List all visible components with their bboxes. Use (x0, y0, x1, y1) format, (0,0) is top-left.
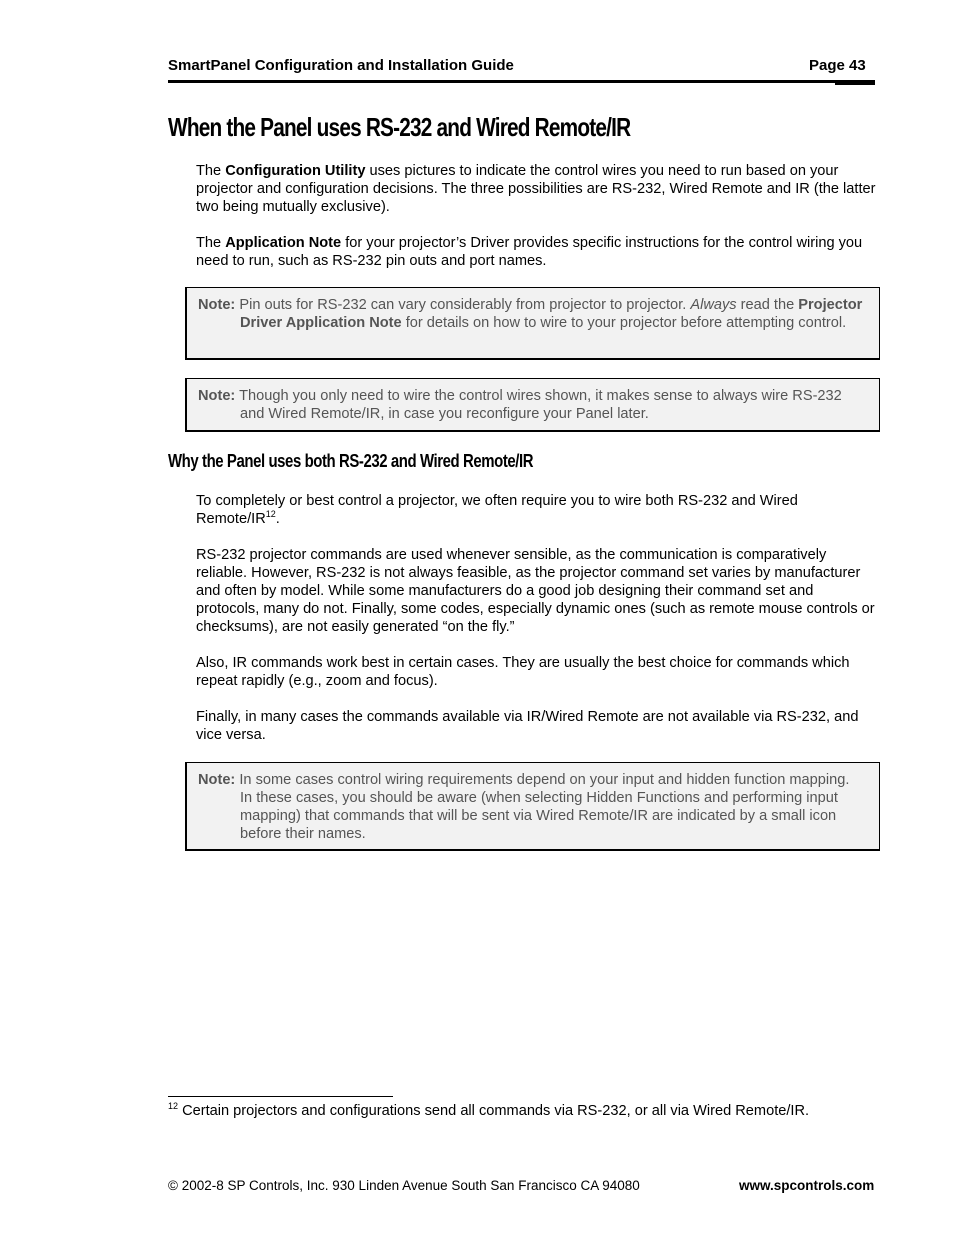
text-run: for details on how to wire to your projector before attempting control. (401, 315, 847, 331)
text-run: . (275, 511, 280, 527)
subsection-heading: Why the Panel uses both RS-232 and Wired Remote/IR (168, 451, 534, 471)
text-run: To completely or best control a projector, we often require you to wire both RS-232 and Wired Remote/IR (196, 493, 798, 527)
paragraph-both-wiring (196, 492, 876, 528)
note-label: Note: (198, 388, 236, 404)
paragraph-ir-commands: Also, IR commands work best in certain cases. They are usually the best choice for commands which repeat rapidly (e.g., zoom and focus). (196, 655, 850, 689)
footer-copyright: © 2002-8 SP Controls, Inc. 930 Linden Avenue South San Francisco CA 94080 (168, 1178, 640, 1193)
bold-term: Configuration Utility (225, 163, 366, 179)
note-text (198, 771, 863, 843)
note-label: Note: (198, 772, 236, 788)
page-number: Page 43 (809, 57, 866, 74)
footnote-ref: 12 (265, 509, 276, 519)
note-label: Note: (198, 297, 236, 313)
note-text (198, 387, 863, 423)
paragraph-availability: Finally, in many cases the commands available via IR/Wired Remote are not available via RS-232, and vice versa. (196, 709, 859, 743)
bold-term: Application Note (225, 235, 342, 251)
text-run: Pin outs for RS-232 can vary considerably from projector to projector. (235, 297, 691, 313)
text-run: The (196, 163, 226, 179)
text-run: The (196, 235, 226, 251)
text-run: In some cases control wiring requirements depend on your input and hidden function mapping. In these cases, you should be aware (when selecting Hidden Functions and performing input mapping) that commands that will be sent via Wired Remote/IR are indicated by a small icon before their names. (235, 772, 850, 842)
paragraph-application-note (196, 234, 876, 270)
italic-term: Always (690, 297, 737, 313)
header-rule (168, 80, 875, 83)
header-title: SmartPanel Configuration and Installation Guide (168, 57, 514, 74)
section-heading: When the Panel uses RS-232 and Wired Remote/IR (168, 112, 631, 142)
header-rule-accent (835, 83, 875, 85)
footnote-text: Certain projectors and configurations send all commands via RS-232, or all via Wired Remote/IR. (178, 1103, 810, 1119)
text-run: Though you only need to wire the control wires shown, it makes sense to always wire RS-232 and Wired Remote/IR, in case you reconfigure your Panel later. (235, 388, 842, 422)
footnote-number: 12 (168, 1101, 179, 1111)
note-box-pinouts (185, 287, 880, 360)
bold-term: Projector Driver Application Note (240, 297, 863, 331)
note-text (198, 296, 863, 332)
note-box-hidden-functions (185, 762, 880, 851)
text-run: uses pictures to indicate the control wires you need to run based on your projector and configuration decisions. The three possibilities are RS-232, Wired Remote and IR (the latter two being mutually exclusive). (196, 163, 876, 215)
text-run: for your projector’s Driver provides specific instructions for the control wiring you need to run, such as RS-232 pin outs and port names. (196, 235, 863, 269)
footnote (168, 1102, 809, 1120)
text-run: read the (736, 297, 799, 313)
paragraph-rs232-commands: RS-232 projector commands are used whenever sensible, as the communication is comparatively reliable. However, RS-232 is not always feasible, as the projector command set varies by manufacturer and often by model. While some manufacturers do a good job designing their command set and protocols, many do not. Finally, some codes, especially dynamic ones (such as remote mouse controls or checksums), are not easily generated “on the fly.” (196, 547, 875, 635)
footer-website: www.spcontrols.com (739, 1178, 875, 1193)
paragraph-configuration-utility (196, 162, 876, 216)
footnote-rule (168, 1096, 393, 1097)
note-box-wiring (185, 378, 880, 432)
